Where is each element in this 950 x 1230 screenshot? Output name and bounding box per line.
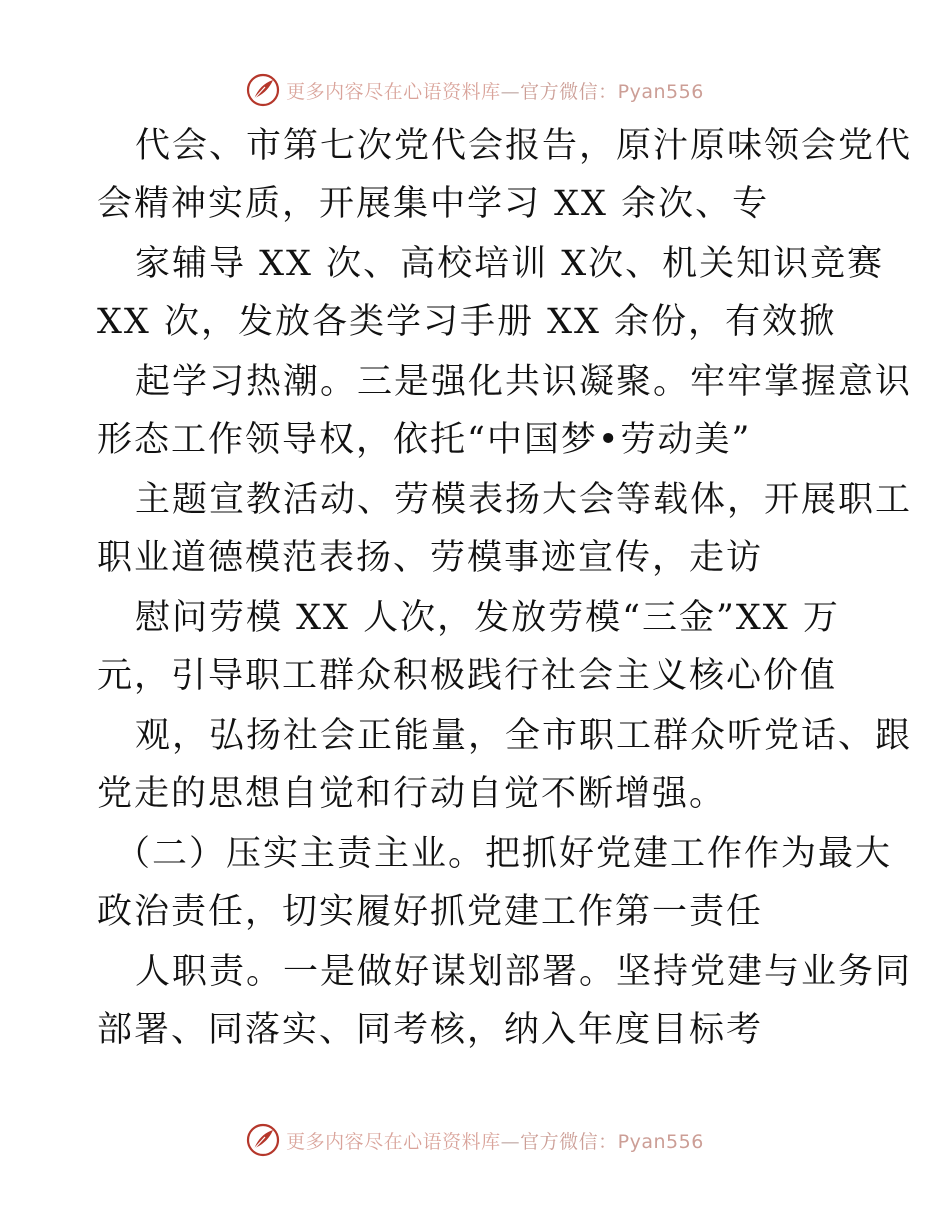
- text-line-6: 形态工作领导权，依托“中国梦•劳动美”: [97, 420, 752, 460]
- text-line-15: 人职责。一是做好谋划部署。坚持党建与业务同: [135, 952, 913, 992]
- text-line-12: 党走的思想自觉和行动自觉不断增强。: [97, 774, 727, 814]
- text-line-1: 代会、市第七次党代会报告，原汁原味领会党代: [135, 126, 913, 166]
- text-line-9: 慰问劳模 XX 人次，发放劳模“三金”XX 万: [135, 598, 840, 638]
- text-line-4: XX 次，发放各类学习手册 XX 余份，有效掀: [97, 302, 837, 342]
- text-line-16: 部署、同落实、同考核，纳入年度目标考: [97, 1010, 764, 1050]
- footer-banner-text: [286, 1127, 704, 1154]
- text-line-14: 政治责任，切实履好抓党建工作第一责任: [97, 892, 764, 932]
- footer-banner-wechat: 官方微信：Pyan556: [520, 1130, 704, 1153]
- header-banner: [0, 70, 950, 110]
- text-line-13: （二）压实主责主业。把抓好党建工作作为最大: [115, 834, 893, 874]
- header-banner-wechat: 官方微信：Pyan556: [520, 80, 704, 103]
- text-line-2: 会精神实质，开展集中学习 XX 余次、专: [97, 184, 770, 224]
- text-line-7: 主题宣教活动、劳模表扬大会等载体，开展职工: [135, 480, 913, 520]
- text-line-11: 观，弘扬社会正能量，全市职工群众听党话、跟: [135, 716, 913, 756]
- text-line-3: 家辅导 XX 次、高校培训 X次、机关知识竞赛: [135, 244, 885, 284]
- feather-pen-icon: [246, 1123, 280, 1157]
- feather-pen-icon: [246, 73, 280, 107]
- footer-banner-sep: —: [500, 1130, 521, 1153]
- text-line-5: 起学习热潮。三是强化共识凝聚。牢牢掌握意识: [135, 362, 913, 402]
- footer-banner: [0, 1120, 950, 1160]
- header-banner-sep: —: [500, 80, 521, 103]
- header-banner-text: [286, 77, 704, 104]
- footer-banner-main: 更多内容尽在心语资料库: [286, 1130, 501, 1153]
- header-banner-main: 更多内容尽在心语资料库: [286, 80, 501, 103]
- text-line-10: 元，引导职工群众积极践行社会主义核心价值: [97, 656, 838, 696]
- text-line-8: 职业道德模范表扬、劳模事迹宣传，走访: [97, 538, 764, 578]
